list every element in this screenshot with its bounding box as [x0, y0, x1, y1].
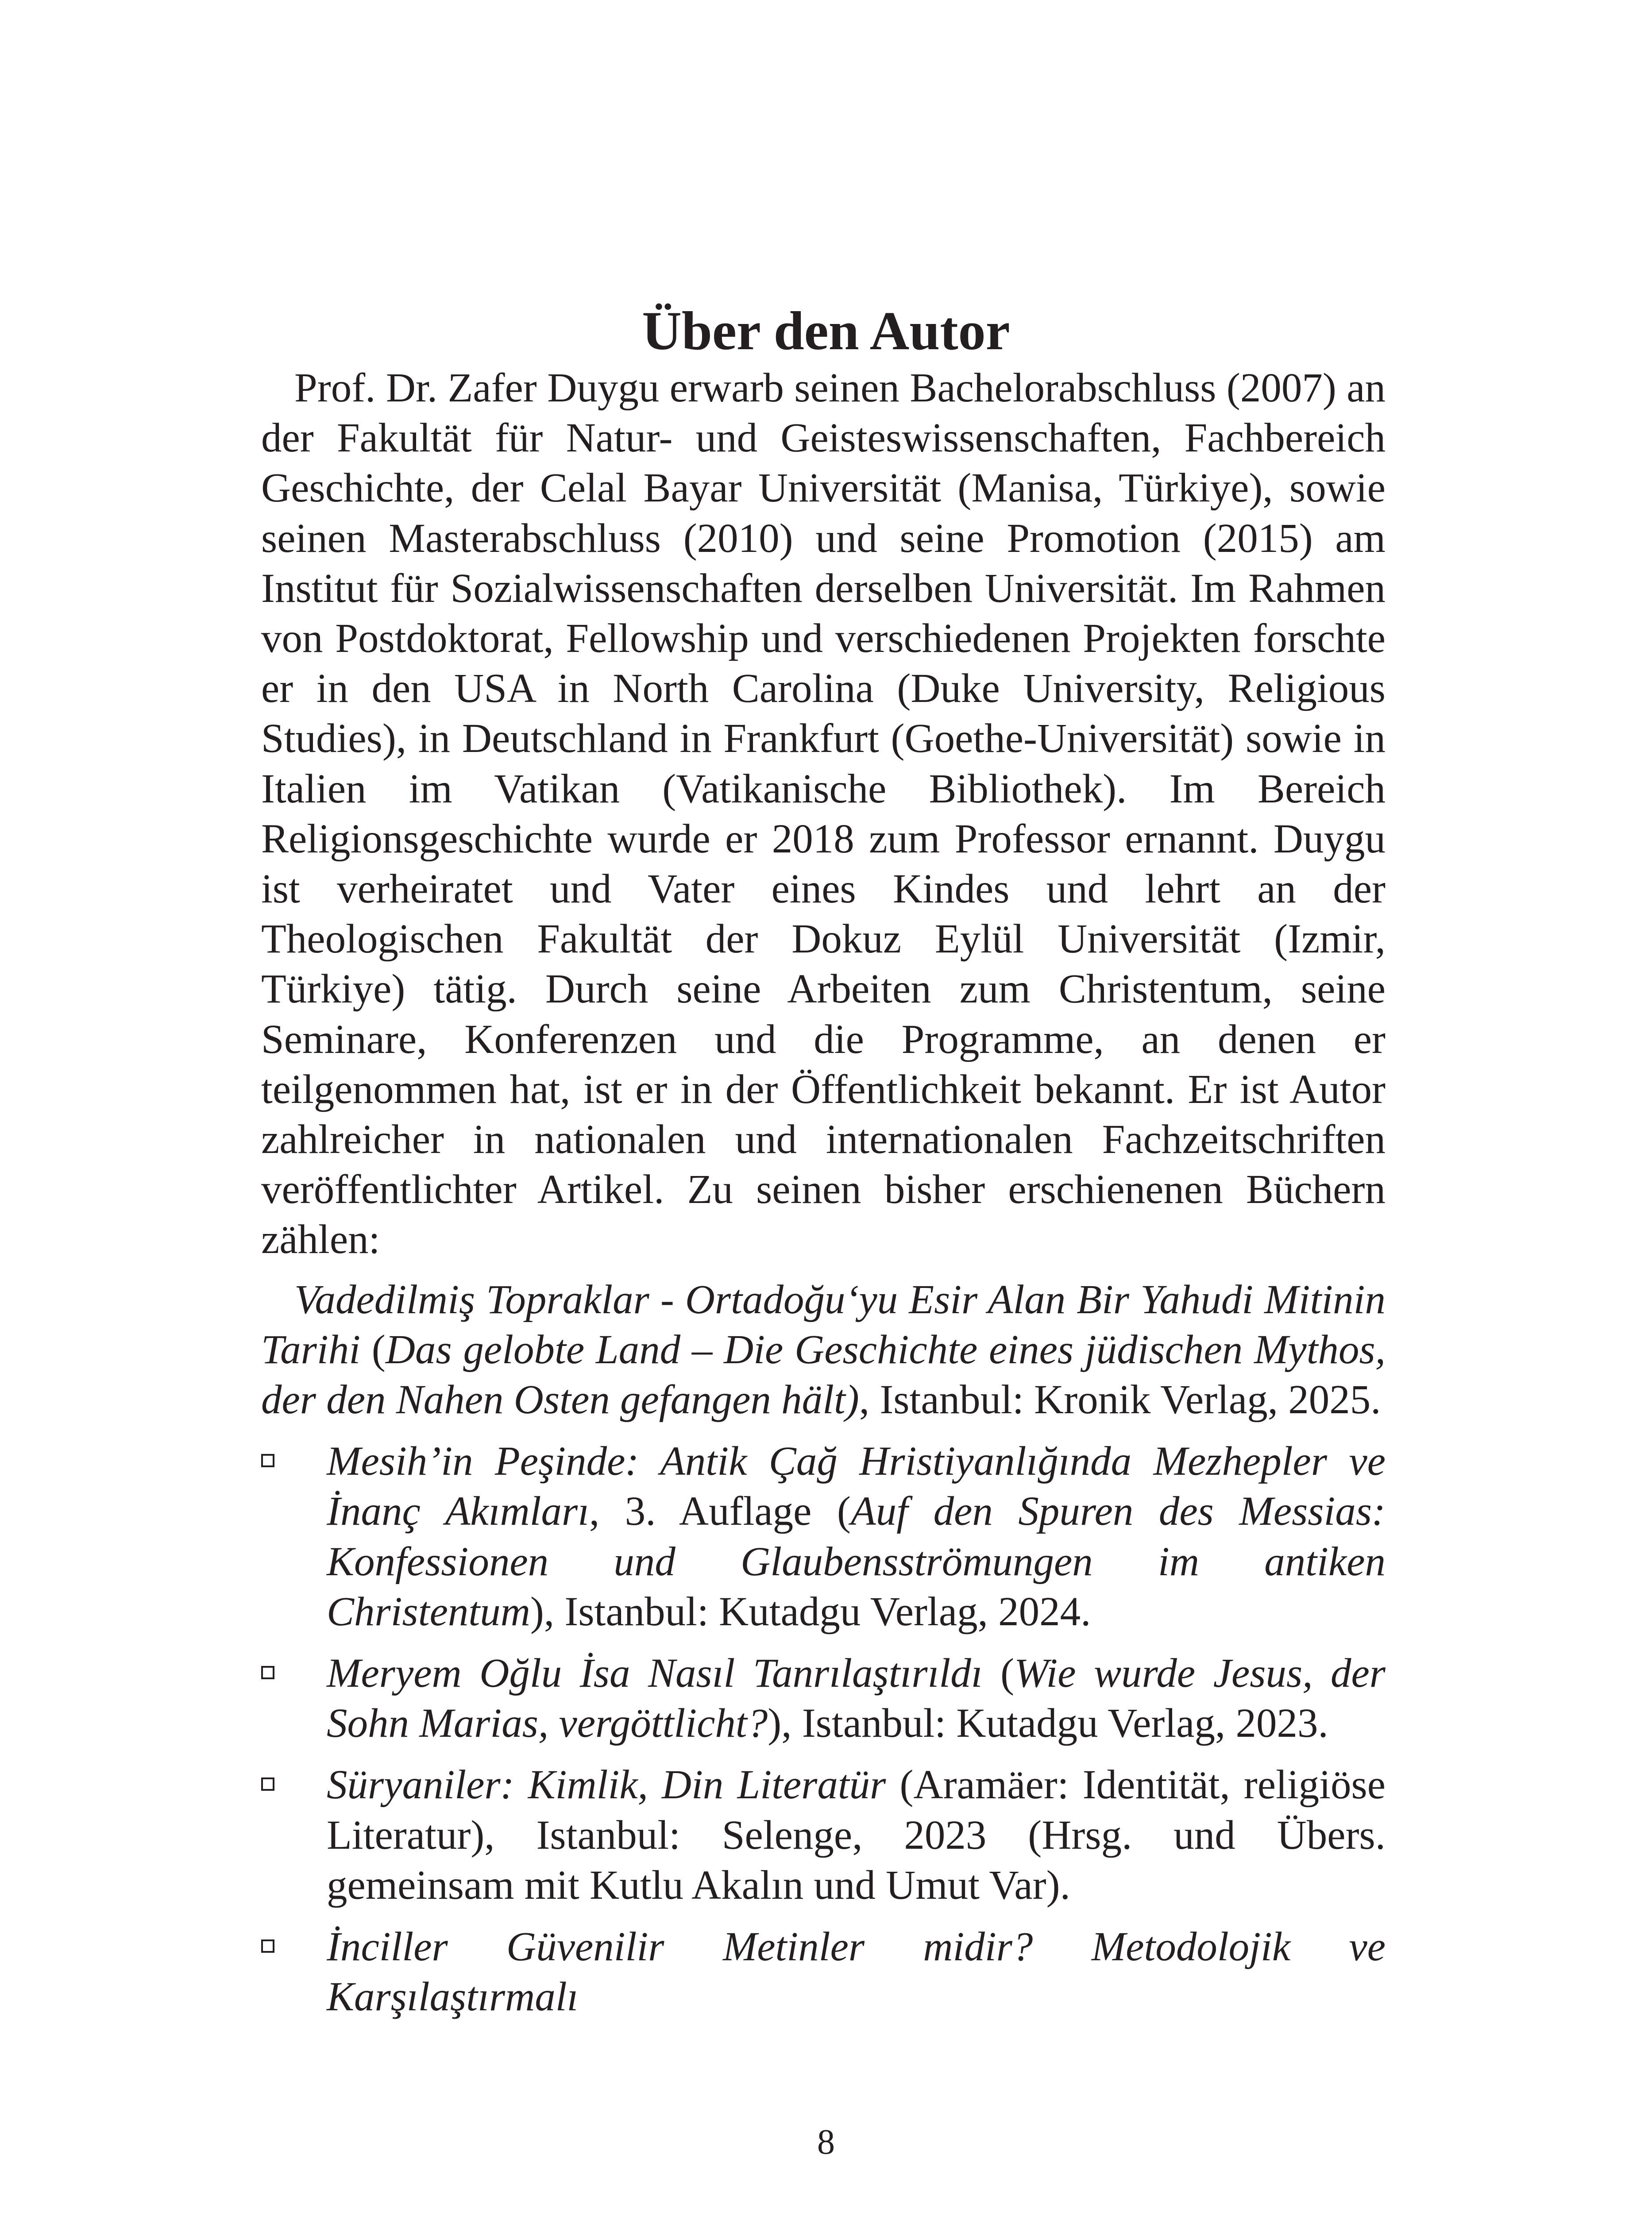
list-item	[261, 1922, 1386, 2022]
square-bullet-icon	[261, 1777, 274, 1791]
book-middle: (	[982, 1650, 1015, 1696]
square-bullet-icon	[261, 1454, 274, 1467]
featured-book	[261, 1275, 1386, 1425]
book-title: Meryem Oğlu İsa Nasıl Tanrılaştırıldı	[327, 1650, 983, 1696]
book-title: Mesih’in Peşinde: Antik Çağ Hristiyanlığında Mezhepler ve İnanç Akımları	[327, 1438, 1386, 1534]
page-title: Über den Autor	[642, 301, 1010, 362]
book-translation: Das gelobte Land – Die Geschichte eines jüdischen Mythos, der den Nahen Osten gefangen hält)	[261, 1326, 1386, 1423]
list-item	[261, 1760, 1386, 1910]
book-list	[261, 1436, 1386, 2022]
book-title: Vadedilmiş Topraklar - Ortadoğu‘yu Esir Alan Bir Yahudi Mitinin Tarihi	[261, 1276, 1386, 1373]
book-open-paren: (	[360, 1326, 386, 1373]
book-details: , Istanbul: Kronik Verlag, 2025.	[859, 1377, 1381, 1423]
list-item	[261, 1648, 1386, 1748]
book-translation: Wie wurde Jesus, der Sohn Marias, vergöttlicht?	[327, 1650, 1386, 1746]
list-item	[261, 1436, 1386, 1637]
book-title: Süryaniler: Kimlik, Din Literatür	[327, 1762, 886, 1808]
author-bio: Prof. Dr. Zafer Duygu erwarb seinen Bachelorabschluss (2007) an der Fakultät für Natur- und Geisteswissenschaften, Fachbereich Geschichte, der Celal Bayar Universität (Manisa, Türkiye), sowie seinen Masterabschluss (2010) und seine Promotion (2015) am Institut für Sozialwissenschaften derselben Universität. Im Rahmen von Postdoktorat, Fellowship und verschiedenen Projekten forschte er in den USA in North Carolina (Duke University, Religious Studies), in Deutschland in Frankfurt (Goethe-Universität) sowie in Italien im Vatikan (Vatikanische Bibliothek). Im Bereich Religionsgeschichte wurde er 2018 zum Professor ernannt. Duygu ist verheiratet und Vater eines Kindes und lehrt an der Theologischen Fakultät der Dokuz Eylül Universität (Izmir, Türkiye) tätig. Durch seine Arbeiten zum Christentum, seine Seminare, Konferenzen und die Programme, an denen er teilgenommen hat, ist er in der Öffentlichkeit bekannt. Er ist Autor zahlreicher in nationalen und internationalen Fachzeitschriften veröffentlichter Artikel. Zu seinen bisher erschienenen Büchern zählen:	[261, 365, 1386, 1263]
book-details: ), Istanbul: Kutadgu Verlag, 2023.	[768, 1700, 1328, 1746]
square-bullet-icon	[261, 1939, 274, 1953]
square-bullet-icon	[261, 1666, 274, 1679]
book-details: ), Istanbul: Kutadgu Verlag, 2024.	[530, 1588, 1091, 1635]
book-middle: (Aramäer: Identität, religiöse Literatur), Istanbul: Selenge, 2023 (Hrsg. und Übers. gemeinsam mit Kutlu Akalın und Umut Var).	[327, 1762, 1386, 1908]
main-text	[261, 363, 1386, 2022]
page-number: 8	[817, 2123, 835, 2162]
book-middle: , 3. Auflage (	[589, 1488, 851, 1534]
book-translation: Auf den Spuren des Messias: Konfessionen und Glaubensströmungen im antiken Christentum	[327, 1488, 1386, 1635]
book-title: İnciller Güvenilir Metinler midir? Metodolojik ve Karşılaştırmalı	[327, 1924, 1386, 2020]
